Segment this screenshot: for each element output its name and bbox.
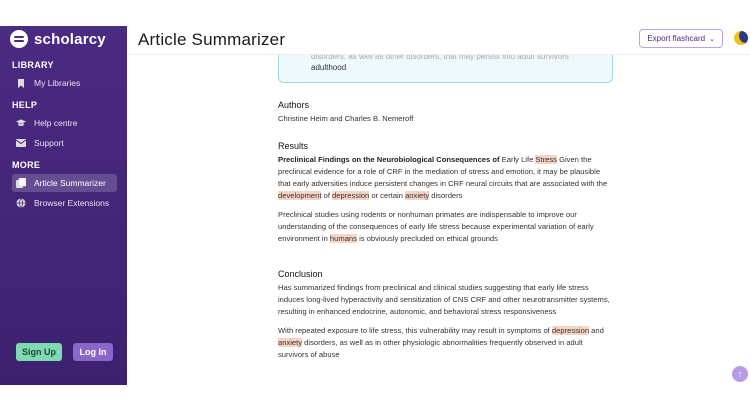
section-title-library: LIBRARY xyxy=(12,60,54,70)
export-flashcard-button[interactable] xyxy=(639,29,723,48)
sidebar-item-label: Article Summarizer xyxy=(34,178,106,188)
text-span: or certain xyxy=(369,191,406,200)
results-paragraph-1 xyxy=(278,154,614,202)
scroll-to-top-button[interactable] xyxy=(732,366,748,382)
sidebar-item-support[interactable] xyxy=(12,134,117,152)
authors-heading: Authors xyxy=(278,100,310,110)
sidebar-item-label: Support xyxy=(34,138,64,148)
highlight-term[interactable]: Stress xyxy=(535,155,557,164)
envelope-icon xyxy=(16,138,26,148)
chevron-down-icon: ⌄ xyxy=(709,35,715,43)
conclusion-paragraph-1: Has summarized findings from preclinical and clinical studies suggesting that early life stress induces long-lived hyperactivity and sensitization of CNS CRF and other neurotransmitter systems, resulting in enhanced endocrine, autonomic, and behavioral stress responsiveness xyxy=(278,283,610,316)
text-span: Preclinical studies using rodents or nonhuman primates are indispensable to improve our understanding of the consequences of early life stress because experimental variation of early environment in xyxy=(278,210,594,243)
section-title-help: HELP xyxy=(12,100,38,110)
sidebar xyxy=(0,26,127,385)
highlight-term[interactable]: humans xyxy=(329,234,357,243)
graduation-cap-icon xyxy=(16,118,26,128)
sidebar-item-browser-extensions[interactable] xyxy=(12,194,117,212)
highlight-term[interactable]: depression xyxy=(332,191,370,200)
sidebar-item-article-summarizer[interactable] xyxy=(12,174,117,192)
section-title-more: MORE xyxy=(12,160,41,170)
text-span: Given the preclinical evidence for a role of CRF in the mediation of stress and emotion, it may be plausible that early adversities induce persistent changes in CRF neural circuits that are associated with the xyxy=(278,155,608,188)
sidebar-item-label: Browser Extensions xyxy=(34,198,110,208)
globe-icon xyxy=(16,198,26,208)
highlight-term[interactable]: anxiety xyxy=(405,191,430,200)
logo-text: scholarcy xyxy=(34,30,106,48)
export-label: Export flashcard xyxy=(647,34,706,43)
log-in-button[interactable]: Log In xyxy=(73,343,113,361)
sidebar-item-help-centre[interactable] xyxy=(12,114,117,132)
conclusion-paragraph-2 xyxy=(278,325,614,361)
sidebar-item-label: Help centre xyxy=(34,118,78,128)
sidebar-item-my-libraries[interactable] xyxy=(12,74,117,92)
sidebar-item-label: My Libraries xyxy=(34,78,81,88)
text-span: Early Life xyxy=(501,155,536,164)
authors-section xyxy=(278,100,413,125)
bookmark-icon xyxy=(16,78,26,88)
text-span: With repeated exposure to life stress, this vulnerability may result in symptoms of xyxy=(278,326,552,335)
highlight-term[interactable]: anxiety xyxy=(278,338,303,347)
page-title: Article Summarizer xyxy=(138,30,286,49)
theme-toggle-moon-icon[interactable] xyxy=(734,31,748,45)
summary-content xyxy=(127,54,750,385)
highlight-term[interactable]: development xyxy=(278,191,322,200)
scholarcy-logo-icon xyxy=(10,30,28,48)
text-span: and xyxy=(589,326,604,335)
text-span: disorders, as well as in other physiologic abnormalities frequently observed in adult survivors of abuse xyxy=(278,338,583,359)
callout-last-line: adulthood xyxy=(311,63,347,72)
text-span: is obviously precluded on ethical grounds xyxy=(356,234,498,243)
highlight-term[interactable]: depression xyxy=(551,326,590,335)
conclusion-heading: Conclusion xyxy=(278,269,323,279)
logo[interactable] xyxy=(0,26,127,52)
header xyxy=(127,26,750,54)
sign-up-button[interactable]: Sign Up xyxy=(16,343,62,361)
auth-buttons xyxy=(16,343,113,361)
conclusion-section xyxy=(278,269,614,361)
arrow-up-icon: ↑ xyxy=(737,369,743,379)
summary-callout xyxy=(278,54,613,83)
results-subheading: Preclinical Findings on the Neurobiological Consequences of xyxy=(278,155,500,164)
text-span: of xyxy=(321,191,333,200)
results-paragraph-2 xyxy=(278,209,614,245)
text-span: disorders xyxy=(429,191,463,200)
results-section xyxy=(278,141,614,245)
callout-faint-line: disorders, as well as other disorders, that may persist into adult survivors xyxy=(311,54,569,61)
results-heading: Results xyxy=(278,141,309,151)
authors-names: Christine Heim and Charles B. Nemeroff xyxy=(278,114,414,123)
documents-icon xyxy=(16,178,26,188)
